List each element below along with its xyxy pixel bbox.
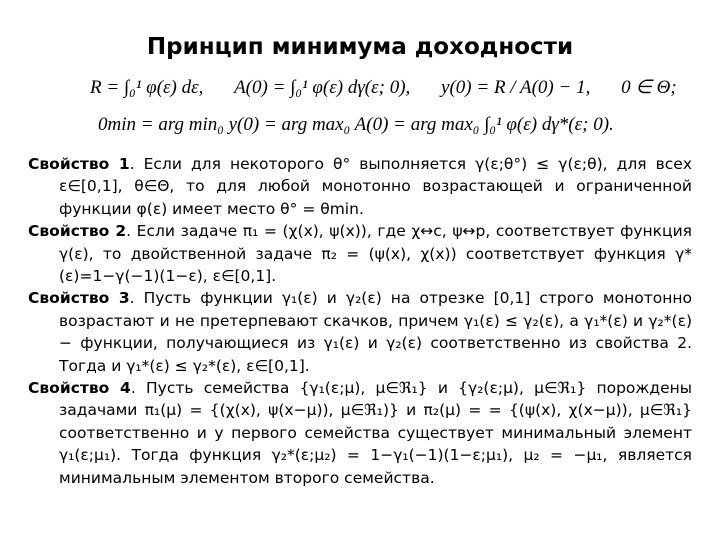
property-text: . Пусть функции γ₁(ε) и γ₂(ε) на отрезке [0,1] строго монотонно возрастают и не претерпевают скачков, причем γ₁(ε) ≤ γ₂(ε), а γ₁*(ε) и γ₂*(ε) − функции, получающиеся из γ₁(ε) и γ₂(ε) соответственно из свойства 2. Тогда и γ₁*(ε) ≤ γ₂*(ε), ε∈[0,1].	[59, 289, 692, 375]
formula-y: y(0) = R / A(0) − 1,	[441, 77, 591, 98]
property-2	[28, 220, 692, 287]
property-text: . Пусть семейства {γ₁(ε;μ), μ∈ℜ₁} и {γ₂(ε;μ), μ∈ℜ₁} порождены задачами π₁(μ) = {(χ(x), ψ(x−μ)), μ∈ℜ₁)} и π₂(μ) = = {(ψ(x), χ(x−μ)), μ∈ℜ₁} соответственно и у первого семейства существует минимальный элемент γ₁(ε;μ₁). Тогда функция γ₂*(ε;μ₂) = 1−γ₁(−1)(1−ε;μ₁), μ₂ = −μ₁, является минимальным элементом второго семейства.	[59, 379, 692, 487]
slide-title: Принцип минимума доходности	[146, 34, 574, 60]
formula-a: A(0) = ∫₀¹ φ(ε) dγ(ε; 0),	[234, 77, 411, 98]
property-3	[28, 287, 692, 377]
formula-theta: 0 ∈ Θ;	[621, 77, 677, 98]
property-text: . Если для некоторого θ° выполняется γ(ε;θ°) ≤ γ(ε;θ), для всех ε∈[0,1], θ∈Θ, то для любой монотонно возрастающей и ограниченной функции φ(ε) имеет место θ° = θmin.	[59, 155, 692, 218]
properties-list	[28, 153, 692, 489]
property-label: Свойство 4	[28, 379, 131, 398]
property-label: Свойство 2	[28, 222, 127, 241]
property-4	[28, 377, 692, 489]
formula-definitions	[90, 76, 703, 99]
property-label: Свойство 1	[28, 155, 130, 173]
property-text: . Если задаче π₁ = (χ(x), ψ(x)), где χ↔c, ψ↔p, соответствует функция γ(ε), то двойственной задаче π₂ = (ψ(x), χ(x)) соответствует функция γ*(ε)=1−γ(−1)(1−ε), ε∈[0,1].	[59, 222, 692, 286]
property-label: Свойство 3	[28, 289, 130, 308]
property-1	[28, 153, 692, 220]
formula-r: R = ∫₀¹ φ(ε) dε,	[90, 77, 204, 98]
formula-argmin: 0min = arg min₀ y(0) = arg max₀ A(0) = arg max₀ ∫₀¹ φ(ε) dγ*(ε; 0).	[98, 114, 614, 135]
